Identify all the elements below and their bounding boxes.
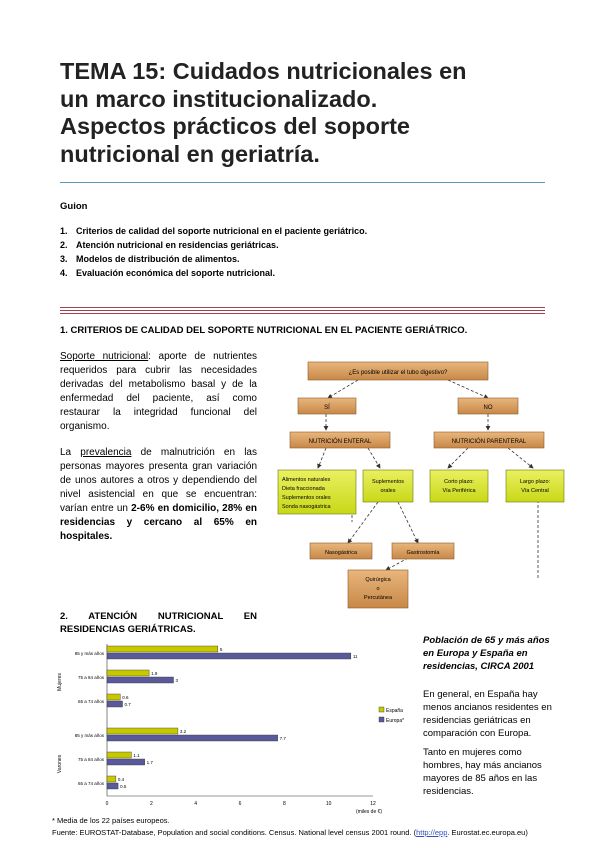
diagram-short-term-line: Vía Periférica xyxy=(442,488,476,494)
title-line: un marco institucionalizado. xyxy=(60,85,378,112)
chart-x-tick-label: 12 xyxy=(370,801,376,807)
chart-caption-paragraph: En general, en España hay menos ancianos residentes en residencias geriátricas en comparación con Europa. xyxy=(423,689,552,739)
chart-bar xyxy=(107,701,123,707)
chart-category-label: 75 a 84 años xyxy=(77,757,104,762)
toc-number: 3. xyxy=(60,254,68,264)
diagram-long-term-box xyxy=(506,470,564,502)
section-divider xyxy=(60,307,545,308)
chart-category-label: 65 a 74 años xyxy=(77,699,104,704)
prevalencia-term: prevalencia xyxy=(80,447,132,458)
chart-legend-swatch xyxy=(379,707,384,712)
diagram-supplements-box xyxy=(363,470,413,502)
diagram-supplements-line: orales xyxy=(380,488,396,494)
toc-text: Criterios de calidad del soporte nutricional en el paciente geriátrico. xyxy=(76,226,368,236)
diagram-surgical-line: o xyxy=(376,586,380,592)
chart-category-label: 75 a 84 años xyxy=(77,675,104,680)
footer-note: * Media de los 22 países europeos. xyxy=(52,816,170,825)
chart-x-tick-label: 6 xyxy=(238,801,242,807)
chart-x-tick-label: 4 xyxy=(194,801,198,807)
toc-item xyxy=(60,224,367,238)
diagram-parenteral-label: NUTRICIÓN PARENTERAL xyxy=(451,439,527,445)
chart-x-tick-label: 2 xyxy=(149,801,153,807)
diagram-green-line: Alimentos naturales xyxy=(282,477,331,483)
diagram-long-term-line: Largo plazo: xyxy=(519,479,551,485)
toc-number: 4. xyxy=(60,268,68,278)
footer-source xyxy=(52,828,528,837)
chart-group-label: Mujeres xyxy=(57,673,63,691)
soporte-colon: : xyxy=(148,351,151,362)
chart-data-label: 0.7 xyxy=(124,702,131,707)
chart-bar xyxy=(107,752,131,758)
toc-number: 1. xyxy=(60,226,68,236)
prevalencia-intro: La xyxy=(60,447,81,458)
chart-bar xyxy=(107,735,278,741)
chart-data-label: 1.1 xyxy=(133,753,140,758)
section-divider xyxy=(60,310,545,311)
chart-bar xyxy=(107,776,116,782)
prevalencia-figures: 2-6% en domicilio, 28% en residencias y cercano al 65% en hospitales xyxy=(60,503,258,542)
population-bar-chart xyxy=(55,640,415,820)
diagram-green-line: Dieta fraccionada xyxy=(282,486,325,492)
toc-list xyxy=(60,224,367,280)
chart-data-label: 0.5 xyxy=(120,784,127,789)
diagram-question-label: ¿Es posible utilizar el tubo digestivo? xyxy=(348,370,448,376)
chart-x-tick-label: 10 xyxy=(325,801,332,807)
diagram-supplements-line: Suplementos xyxy=(371,479,405,485)
page-title xyxy=(60,58,560,168)
diagram-gastrostomy-label: Gastrostomía xyxy=(406,550,440,556)
diagram-long-term-line: Vía Central xyxy=(521,488,549,494)
chart-bar xyxy=(107,677,174,683)
toc-item xyxy=(60,252,367,266)
chart-group-label: Varones xyxy=(57,754,63,774)
chart-data-label: 3.2 xyxy=(179,729,187,734)
soporte-paragraph xyxy=(60,350,257,434)
diagram-green-line: Suplementos orales xyxy=(282,495,331,501)
toc-text: Modelos de distribución de alimentos. xyxy=(76,254,240,264)
chart-bar xyxy=(107,670,149,676)
title-divider xyxy=(60,182,545,183)
footer-source-text: Fuente: EUROSTAT-Database, Population and social conditions. Census. National level census 2001 round. ( xyxy=(52,828,417,837)
diagram-short-term-box xyxy=(430,470,488,502)
chart-bar xyxy=(107,759,145,765)
prevalencia-text: de malnutrición en las personas mayores presenta gran variación de unos autores a otros y dependiendo del nivel asistencial en que se encuentran: varían entre un xyxy=(60,447,257,514)
section-divider xyxy=(60,313,545,314)
chart-category-label: 85 y más años xyxy=(74,733,104,738)
toc-item xyxy=(60,238,367,252)
title-line: Aspectos prácticos del soporte xyxy=(60,113,410,139)
title-line: nutricional en geriatría. xyxy=(60,140,320,167)
chart-legend-label: España xyxy=(386,708,403,714)
toc-number: 2. xyxy=(60,240,68,250)
chart-data-label: 5 xyxy=(219,647,223,652)
footer-source-link[interactable]: http://epp xyxy=(416,828,448,837)
prevalencia-paragraph xyxy=(60,446,257,544)
diagram-surgical-line: Percutánea xyxy=(363,595,393,601)
soporte-definition: aporte de nutrientes requeridos para cubrir las necesidades derivadas del metabolismo basal y de la enfermedad del paciente, así como restaurar la integridad funcional del organismo. xyxy=(60,351,258,432)
toc-item xyxy=(60,266,367,280)
chart-legend-label: Europa* xyxy=(386,718,405,724)
diagram-short-term-line: Corto plazo: xyxy=(444,479,474,485)
toc-text: Atención nutricional en residencias geriátricas. xyxy=(76,240,279,250)
diagram-no-label: NO xyxy=(483,405,493,411)
diagram-enteral-label: NUTRICIÓN ENTERAL xyxy=(308,439,372,445)
soporte-term: Soporte nutricional xyxy=(60,351,149,362)
chart-caption-title: Población de 65 y más años en Europa y España en residencias, CIRCA 2001 xyxy=(423,635,550,672)
chart-data-label: 0.6 xyxy=(122,695,129,700)
diagram-yes-label: SÍ xyxy=(324,405,330,411)
chart-legend-swatch xyxy=(379,717,384,722)
guion-heading: Guion xyxy=(60,201,88,212)
chart-bar xyxy=(107,783,118,789)
chart-bar xyxy=(107,646,218,652)
chart-x-tick-label: 8 xyxy=(282,801,286,807)
chart-data-label: 7.7 xyxy=(279,736,286,741)
chart-data-label: 1.9 xyxy=(151,671,158,676)
chart-data-label: 11 xyxy=(352,654,358,659)
diagram-green-line: Sonda nasogástrica xyxy=(282,504,331,510)
chart-category-label: 85 y más años xyxy=(74,651,104,656)
chart-data-label: 3 xyxy=(175,678,179,683)
toc-text: Evaluación económica del soporte nutricional. xyxy=(76,268,276,278)
chart-data-label: 0.4 xyxy=(117,777,125,782)
chart-x-axis-label: (miles de €) xyxy=(355,809,383,815)
chart-caption-paragraph: Tanto en mujeres como hombres, hay más ancianos mayores de 85 años en las residencias. xyxy=(423,747,542,797)
section2-heading: 2. ATENCIÓN NUTRICIONAL EN RESIDENCIAS GERIÁTRICAS. xyxy=(60,611,257,635)
diagram-nasogastric-label: Nasogástrica xyxy=(324,550,358,556)
prevalencia-end: . xyxy=(109,531,113,542)
chart-data-label: 1.7 xyxy=(146,760,153,765)
chart-bar xyxy=(107,728,178,734)
diagram-surgical-line: Quirúrgica xyxy=(365,577,391,583)
chart-category-label: 65 a 74 años xyxy=(77,781,104,786)
nutrition-decision-diagram xyxy=(268,350,588,615)
title-line: TEMA 15: Cuidados nutricionales en xyxy=(60,58,467,84)
chart-x-tick-label: 0 xyxy=(105,801,109,807)
section1-heading: 1. CRITERIOS DE CALIDAD DEL SOPORTE NUTRICIONAL EN EL PACIENTE GERIÁTRICO. xyxy=(60,325,468,336)
footer-source-text: . Eurostat.ec.europa.eu) xyxy=(447,828,528,837)
chart-bar xyxy=(107,694,120,700)
chart-bar xyxy=(107,653,351,659)
